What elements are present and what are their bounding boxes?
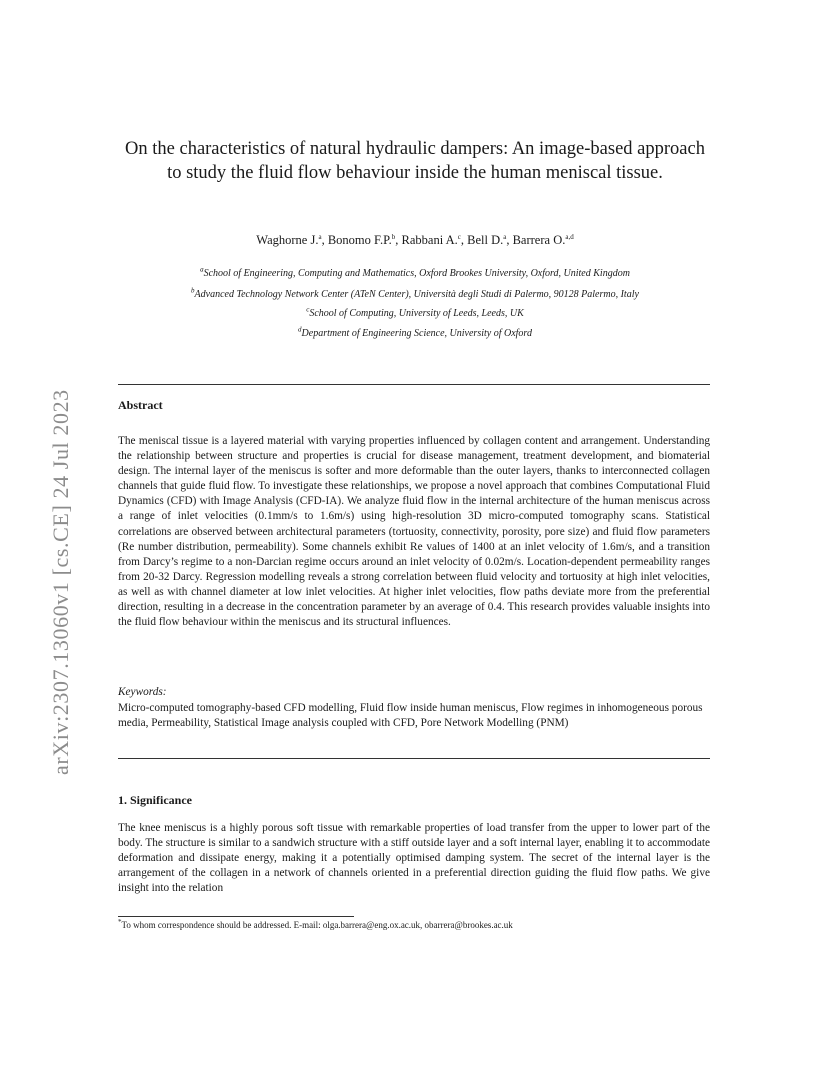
affiliation-c: $^c$School of Computing, University of Leeds, Leeds, UK [306,305,524,319]
author: Bonomo F.P.$^b$, [327,232,402,247]
affiliation-d: $^d$Department of Engineering Science, University of Oxford [298,325,532,339]
affiliation-b: $^b$Advanced Technology Network Center (ATeN Center), Università degli Studi di Palermo, 90128 Palermo, Italy [191,286,639,300]
author-list [120,233,710,248]
paper-title: On the characteristics of natural hydraulic dampers: An image-based approach to study the fluid flow behaviour inside the human meniscal tissue. [125,139,705,183]
footnote-rule [118,916,354,917]
keywords-label: Keywords: [118,686,167,698]
author: Barrera O.$^{a,d}$ [512,232,574,247]
abstract-top-rule [118,384,710,385]
abstract-heading: Abstract [118,398,163,412]
affiliation-a: $^a$School of Engineering, Computing and Mathematics, Oxford Brookes University, Oxford, United Kingdom [200,265,630,279]
section-heading-significance: 1. Significance [118,793,192,807]
abstract-text: The meniscal tissue is a layered material with varying properties influenced by collagen content and arrangement. Understanding the relationship between structure and properties is crucial for disease management, treatment development, and biomaterial design. The internal layer of the meniscus is softer and more deformable than the outer layers, thanks to interconnected collagen channels that guide fluid flow. To investigate these relationships, we propose a novel approach that combines Computational Fluid Dynamics (CFD) with Image Analysis (CFD-IA). We analyze fluid flow in the internal architecture of the human meniscus across a range of inlet velocities (0.1mm/s to 1.6m/s) using high-resolution 3D micro-computed tomography scans. Statistical correlations are observed between architectural parameters (tortuosity, connectivity, porosity, pore size) and fluid flow parameters (Re number distribution, permeability). Some channels exhibit Re values of 1400 at an inlet velocity of 1.6m/s, and a transition from Darcy’s regime to a non-Darcian regime occurs around an inlet velocity of 0.02m/s. Location-dependent permeability ranges from 20-32 Darcy. Regression modelling reveals a strong correlation between fluid velocity and tortuosity at high inlet velocities, as well as with channel diameter at low inlet velocities. At higher inlet velocities, flow paths deviate more from the preferential direction, resulting in a decrease in the concentration parameter by an average of 0.4. This research provides valuable insights into the fluid flow behaviour within the meniscus and its structural influences. [118,435,710,629]
author: Waghorne J.$^a$, [256,232,328,247]
author: Rabbani A.$^c$, [401,232,468,247]
keywords-text: Micro-computed tomography-based CFD modelling, Fluid flow inside human meniscus, Flow regimes in inhomogeneous porous media, Permeability, Statistical Image analysis coupled with CFD, Pore Network Modelling (PNM) [118,702,703,730]
correspondence-footnote: *To whom correspondence should be addressed. E-mail: olga.barrera@eng.ox.ac.uk, obarrera@brookes.ac.uk [118,918,513,930]
abstract-bottom-rule [118,758,710,759]
section-significance-text: The knee meniscus is a highly porous soft tissue with remarkable properties of load transfer from the upper to lower part of the body. The structure is similar to a sandwich structure with a stiff outside layer and a soft internal layer, enabling it to accommodate deformation and dissipate energy, making it a potentially optimised damping system. The secret of the internal layer is the arrangement of the collagen in a network of channels oriented in a preferential direction guiding the fluid flow paths. We give insight into the relation [118,822,710,895]
arxiv-identifier-stamp: arXiv:2307.13060v1 [cs.CE] 24 Jul 2023 [48,389,73,775]
author: Bell D.$^a$, [467,232,513,247]
